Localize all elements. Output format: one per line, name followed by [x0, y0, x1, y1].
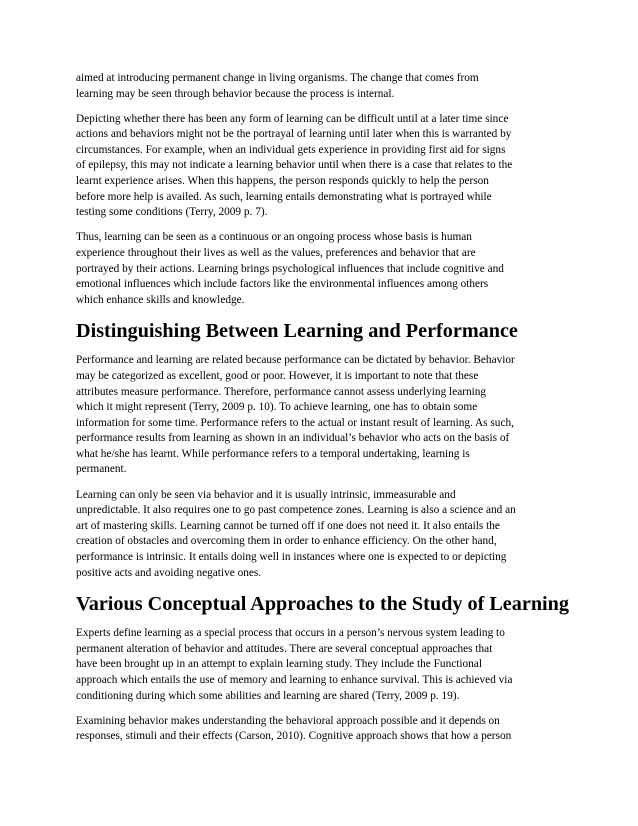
text-line: learnt experience arises. When this happens, the person responds quickly to help the person	[76, 175, 489, 188]
text-line: Performance and learning are related because performance can be dictated by behavior. Behavior	[76, 354, 515, 367]
text-line: actions and behaviors might not be the portrayal of learning until later when this is warranted by	[76, 128, 512, 141]
text-line: Learning can only be seen via behavior and it is usually intrinsic, immeasurable and	[76, 488, 456, 501]
text-line: creation of obstacles and overcoming them in order to enhance efficiency. On the other hand,	[76, 535, 497, 548]
paragraph	[76, 353, 563, 478]
text-line: conditioning during which some abilities and learning are shared (Terry, 2009 p. 19).	[76, 689, 460, 702]
text-line: performance is intrinsic. It entails doing well in instances where one is expected to or depicting	[76, 550, 507, 563]
text-line: portrayed by their actions. Learning brings psychological influences that include cognitive and	[76, 262, 504, 275]
text-line: circumstances. For example, when an individual gets experience in providing first aid for signs	[76, 143, 506, 156]
paragraph	[76, 626, 563, 704]
text-line: Thus, learning can be seen as a continuous or an ongoing process whose basis is human	[76, 231, 472, 244]
text-line: permanent.	[76, 463, 127, 476]
text-line: unpredictable. It also requires one to go past competence zones. Learning is also a science and an	[76, 504, 516, 517]
paragraph	[76, 112, 563, 221]
text-line: before more help is availed. As such, learning entails demonstrating what is portrayed while	[76, 190, 492, 203]
paragraph	[76, 714, 563, 745]
text-line: performance results from learning as shown in an individual’s behavior who acts on the basis of	[76, 432, 510, 445]
document-body	[76, 71, 569, 754]
text-line: have been brought up in an attempt to explain learning study. They include the Functional	[76, 658, 482, 671]
text-line: may be categorized as excellent, good or poor. However, it is important to note that these	[76, 369, 479, 382]
paragraph	[76, 230, 563, 308]
text-line: Experts define learning as a special process that occurs in a person’s nervous system leading to	[76, 627, 505, 640]
section-heading: Distinguishing Between Learning and Performance	[76, 320, 518, 343]
text-line: testing some conditions (Terry, 2009 p. 7).	[76, 206, 268, 219]
text-line: permanent alteration of behavior and attitudes. There are several conceptual approaches that	[76, 642, 493, 655]
text-line: what he/she has learnt. While performance refers to a temporal undertaking, learning is	[76, 447, 470, 460]
text-line: learning may be seen through behavior because the process is internal.	[76, 87, 395, 100]
paragraph	[76, 488, 563, 582]
text-line: approach which entails the use of memory and learning to enhance survival. This is achieved via	[76, 673, 513, 686]
text-line: responses, stimuli and their effects (Carson, 2010). Cognitive approach shows that how a person	[76, 730, 512, 743]
text-line: art of mastering skills. Learning cannot be turned off if one does not need it. It also entails the	[76, 519, 500, 532]
text-line: aimed at introducing permanent change in living organisms. The change that comes from	[76, 72, 479, 84]
text-line: Depicting whether there has been any form of learning can be difficult until at a later time since	[76, 112, 509, 125]
text-line: positive acts and avoiding negative ones.	[76, 566, 262, 579]
section-heading: Various Conceptual Approaches to the Study of Learning	[76, 593, 569, 616]
text-line: of epilepsy, this may not indicate a learning behavior until when there is a case that relates to the	[76, 159, 513, 172]
text-line: which enhance skills and knowledge.	[76, 293, 245, 306]
text-line: attributes measure performance. Therefore, performance cannot assess underlying learning	[76, 385, 487, 398]
paragraph	[76, 71, 563, 102]
text-line: experience throughout their lives as well as the values, preferences and behavior that are	[76, 246, 476, 259]
text-line: emotional influences which include factors like the environmental influences among others	[76, 278, 489, 291]
text-line: Examining behavior makes understanding the behavioral approach possible and it depends on	[76, 714, 500, 727]
text-line: which it might represent (Terry, 2009 p. 10). To achieve learning, one has to obtain some	[76, 401, 478, 414]
text-line: information for some time. Performance refers to the actual or instant result of learning. As such,	[76, 416, 514, 429]
